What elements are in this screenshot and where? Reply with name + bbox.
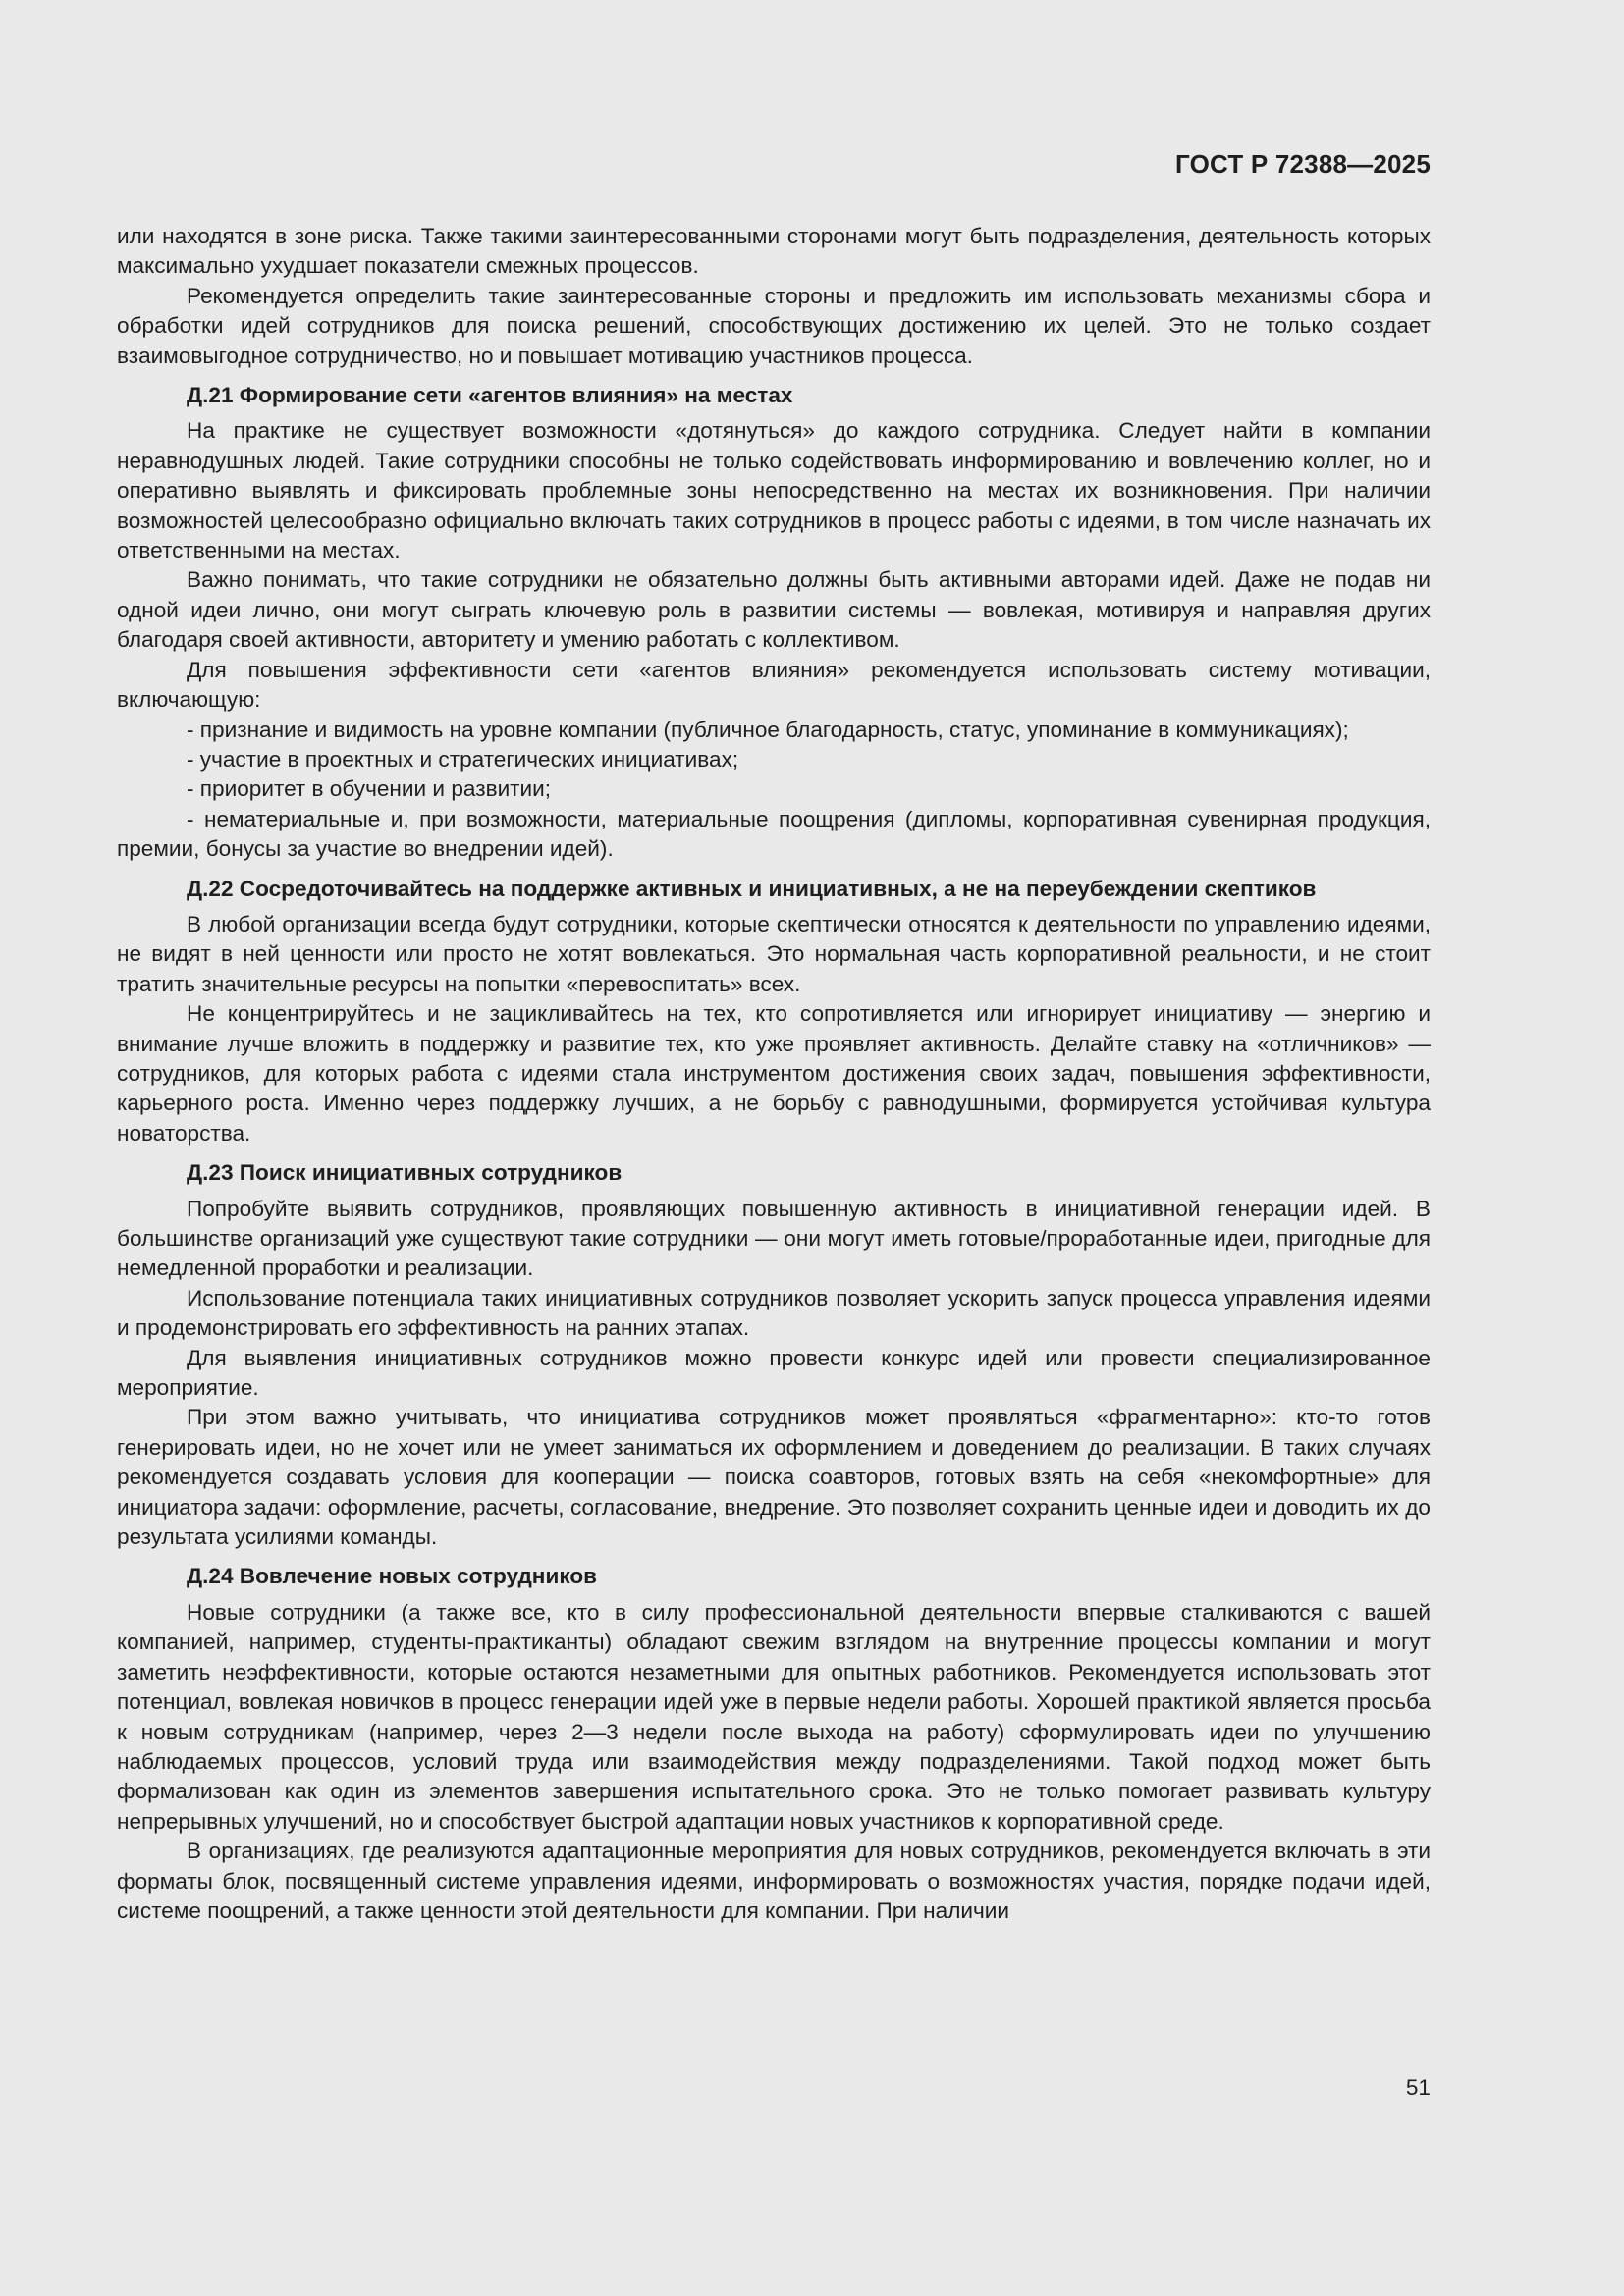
- intro-paragraph-1: или находятся в зоне риска. Также такими заинтересованными сторонами могут быть подразделения, деятельность которых максимально ухудшает показатели смежных процессов.: [117, 224, 1431, 279]
- section-d22-paragraph: В любой организации всегда будут сотрудники, которые скептически относятся к деятельности по управлению идеями, не видят в ней ценности или просто не хотят вовлекаться. Это нормальная часть корпоративной реальности, и не стоит тратить значительные ресурсы на попытки «перевоспитать» всех.: [117, 911, 1431, 996]
- list-item: - приоритет в обучении и развитии;: [187, 776, 552, 802]
- section-d22-title: Д.22 Сосредоточивайтесь на поддержке активных и инициативных, а не на переубеждении скептиков: [187, 876, 1317, 901]
- section-d21-paragraph: На практике не существует возможности «дотянуться» до каждого сотрудника. Следует найти в компании неравнодушных людей. Такие сотрудники способны не только содействовать информированию и вовлечению коллег, но и оперативно выявлять и фиксировать проблемные зоны непосредственно на местах их возникновения. При наличии возможностей целесообразно официально включать таких сотрудников в процесс работы с идеями, в том числе назначать их ответственными на местах.: [117, 418, 1431, 563]
- section-d23-title: Д.23 Поиск инициативных сотрудников: [187, 1160, 623, 1186]
- section-d24-paragraph: Новые сотрудники (а также все, кто в силу профессиональной деятельности впервые сталкиваются с вашей компанией, например, студенты-практиканты) обладают свежим взглядом на внутренние процессы компании и могут заметить неэффективности, которые остаются незаметными для опытных работников. Рекомендуется использовать этот потенциал, вовлекая новичков в процесс генерации идей уже в первые недели работы. Хорошей практикой является просьба к новым сотрудникам (например, через 2—3 недели после выхода на работу) сформулировать идеи по улучшению наблюдаемых процессов, условий труда или взаимодействия между подразделениями. Такой подход может быть формализован как один из элементов завершения испытательного срока. Это не только помогает развивать культуру непрерывных улучшений, но и способствует быстрой адаптации новых участников к корпоративной среде.: [117, 1599, 1431, 1834]
- list-item: - нематериальные и, при возможности, материальные поощрения (дипломы, корпоративная сувенирная продукция, премии, бонусы за участие во внедрении идей).: [117, 806, 1431, 862]
- page-number: 51: [1405, 2075, 1431, 2100]
- section-d24-title: Д.24 Вовлечение новых сотрудников: [187, 1564, 598, 1589]
- section-d23-paragraph: Использование потенциала таких инициативных сотрудников позволяет ускорить запуск процесса управления идеями и продемонстрировать его эффективность на ранних этапах.: [117, 1285, 1431, 1341]
- section-d21-paragraph: Для повышения эффективности сети «агентов влияния» рекомендуется использовать систему мотивации, включающую:: [117, 657, 1431, 713]
- section-d23-paragraph: При этом важно учитывать, что инициатива сотрудников может проявляться «фрагментарно»: кто-то готов генерировать идеи, но не хочет или не умеет заниматься их оформлением и доведением до реализации. В таких случаях рекомендуется создавать условия для кооперации — поиска соавторов, готовых взять на себя «некомфортные» для инициатора задачи: оформление, расчеты, согласование, внедрение. Это позволяет сохранить ценные идеи и доводить их до результата усилиями команды.: [117, 1405, 1431, 1550]
- list-item: - участие в проектных и стратегических инициативах;: [187, 746, 739, 772]
- section-d22-paragraph: Не концентрируйтесь и не зацикливайтесь на тех, кто сопротивляется или игнорирует инициативу — энергию и внимание лучше вложить в поддержку и развитие тех, кто уже проявляет активность. Делайте ставку на «отличников» — сотрудников, для которых работа с идеями стала инструментом достижения своих задач, повышения эффективности, карьерного роста. Именно через поддержку лучших, а не борьбу с равнодушными, формируется устойчивая культура новаторства.: [117, 1001, 1431, 1146]
- section-d23-paragraph: Для выявления инициативных сотрудников можно провести конкурс идей или провести специализированное мероприятие.: [117, 1345, 1431, 1401]
- section-d23-paragraph: Попробуйте выявить сотрудников, проявляющих повышенную активность в инициативной генерации идей. В большинстве организаций уже существуют такие сотрудники — они могут иметь готовые/проработанные идеи, пригодные для немедленной проработки и реализации.: [117, 1196, 1431, 1281]
- section-d24-paragraph: В организациях, где реализуются адаптационные мероприятия для новых сотрудников, рекомендуется включать в эти форматы блок, посвященный системе управления идеями, информировать о возможностях участия, порядке подачи идей, системе поощрений, а также ценности этой деятельности для компании. При наличии: [117, 1839, 1431, 1923]
- page-body: [117, 222, 1431, 1926]
- section-d21-paragraph: Важно понимать, что такие сотрудники не обязательно должны быть активными авторами идей. Даже не подав ни одной идеи лично, они могут сыграть ключевую роль в развитии системы — вовлекая, мотивируя и направляя других благодаря своей активности, авторитету и умению работать с коллективом.: [117, 567, 1431, 653]
- standard-header: ГОСТ Р 72388—2025: [1175, 149, 1431, 179]
- section-d21-title: Д.21 Формирование сети «агентов влияния» на местах: [187, 383, 793, 408]
- list-item: - признание и видимость на уровне компании (публичное благодарность, статус, упоминание в коммуникациях);: [187, 717, 1349, 742]
- intro-paragraph-2: Рекомендуется определить такие заинтересованные стороны и предложить им использовать механизмы сбора и обработки идей сотрудников для поиска решений, способствующих достижению их целей. Это не только создает взаимовыгодное сотрудничество, но и повышает мотивацию участников процесса.: [117, 283, 1431, 368]
